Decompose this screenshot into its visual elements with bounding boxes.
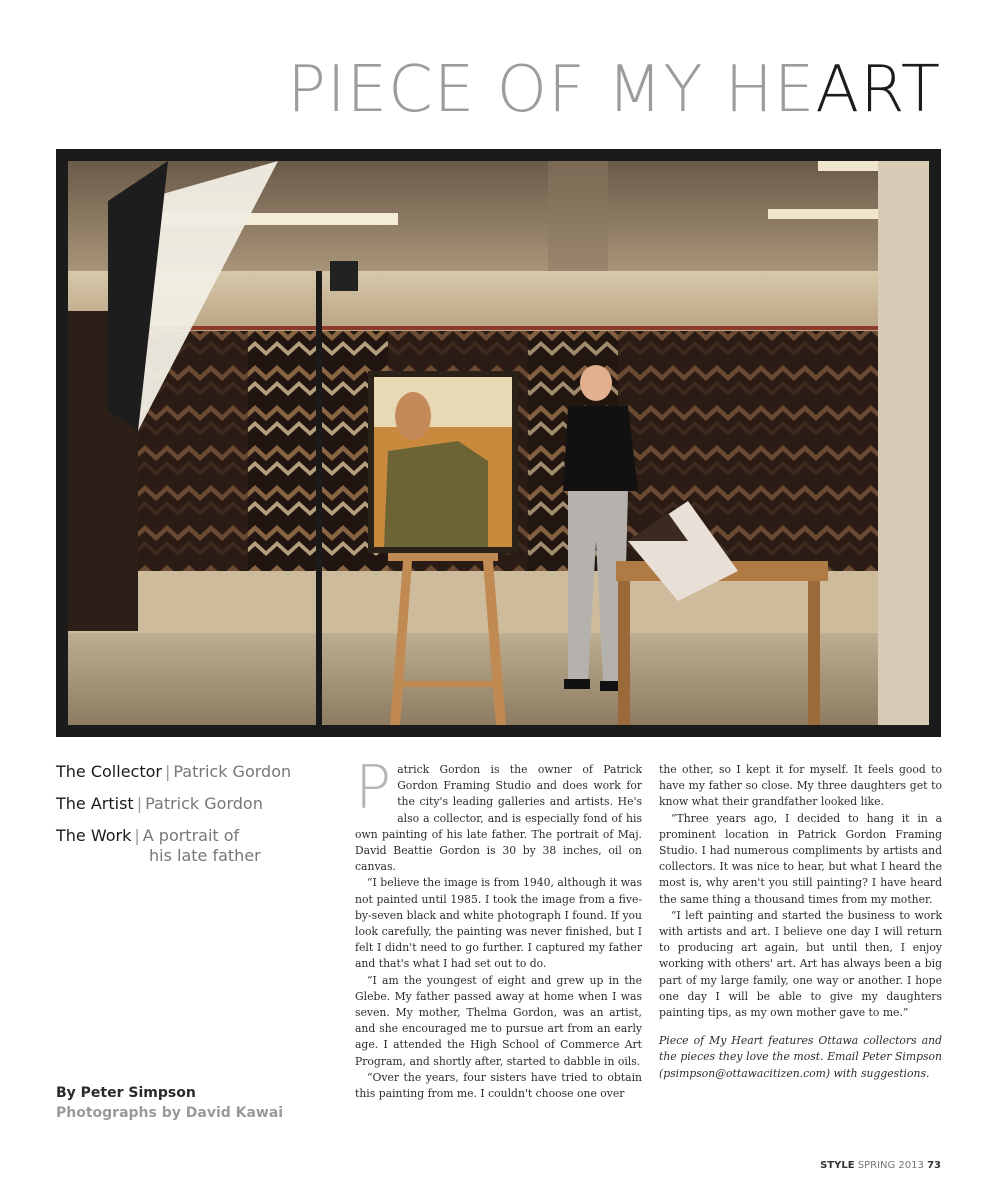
collector-value: Patrick Gordon — [173, 762, 292, 781]
artist-value: Patrick Gordon — [145, 794, 263, 813]
article-paragraph — [355, 753, 642, 875]
work-value-line2: his late father — [149, 846, 261, 865]
separator: | — [134, 826, 140, 845]
title-dark-part: ART — [815, 53, 941, 127]
article-paragraph: the other, so I kept it for myself. It feels good to have my father so close. My three daughters get to know what their grandfather looked like. — [659, 763, 942, 809]
work-label: The Work — [56, 826, 132, 845]
author-name: By Peter Simpson — [56, 1085, 196, 1101]
photo-illustration — [68, 161, 929, 725]
page-folio — [820, 1160, 941, 1171]
drop-cap: P — [355, 753, 392, 823]
byline — [56, 1085, 283, 1121]
paragraph-text: atrick Gordon is the owner of Patrick Gordon Framing Studio and does work for the city's leading galleries and artists. He's also a collector, and is especially fond of his own painting of his late father. The portrait of Maj. David Beattie Gordon is 30 by 38 inches, oil on canvas. — [355, 763, 642, 874]
credit-artist — [56, 794, 326, 814]
magazine-name: STYLE — [820, 1160, 855, 1171]
photographer-credit: Photographs by David Kawai — [56, 1105, 284, 1121]
collector-label: The Collector — [56, 762, 162, 781]
issue-date: SPRING 2013 — [857, 1160, 924, 1171]
article-paragraph: “I am the youngest of eight and grew up in the Glebe. My father passed away at home when I was seven. My mother, Thelma Gordon, was an artist, and she encouraged me to pursue art from an early age. I attended the High School of Commerce Art Program, and shortly after, started to dabble in oils. — [355, 973, 642, 1068]
feature-photo — [56, 149, 941, 737]
credit-work — [56, 826, 326, 866]
separator: | — [136, 794, 143, 813]
page-title — [287, 53, 941, 127]
article-column-2 — [659, 762, 942, 1082]
artist-label: The Artist — [56, 794, 134, 813]
credits-block — [56, 762, 326, 878]
article-column-1 — [355, 753, 642, 1102]
separator: | — [164, 762, 171, 781]
article-paragraph: “I left painting and started the business to work with artists and art. I believe one day I will return to producing art again, but until then, I enjoy working with others' art. Art has always been a big part of my large family, one way or another. I hope one day I will be able to give my daughters painting tips, as my own mother gave to me.” — [659, 908, 942, 1020]
article-footnote: Piece of My Heart features Ottawa collectors and the pieces they love the most. Email Peter Simpson (psimpson@ottawacitizen.com) with suggestions. — [659, 1034, 942, 1080]
article-paragraph: “I believe the image is from 1940, although it was not painted until 1985. I took the image from a five-by-seven black and white photograph I found. If you look carefully, the painting was never finished, but I felt I didn't need to go further. I captured my father and that's what I had set out to do. — [355, 876, 642, 971]
article-paragraph: “Three years ago, I decided to hang it in a prominent location in Patrick Gordon Framing Studio. I had numerous compliments by artists and collectors. It was nice to hear, but what I heard the most is, why aren't you still painting? I have heard the same thing a thousand times from my mother. — [659, 811, 942, 906]
credit-collector — [56, 762, 326, 782]
page-number: 73 — [927, 1160, 941, 1171]
photo-studio-scene — [68, 161, 929, 725]
article-paragraph: “Over the years, four sisters have tried to obtain this painting from me. I couldn't choose one over — [355, 1070, 642, 1101]
title-light-part: PIECE OF MY HE — [287, 53, 816, 127]
work-value-line1: A portrait of — [142, 826, 240, 845]
